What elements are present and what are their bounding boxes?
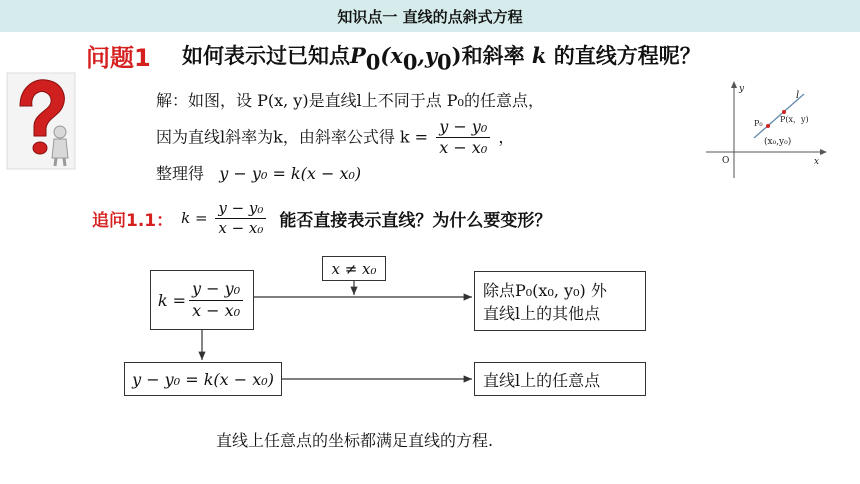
point-letter: P bbox=[350, 43, 366, 68]
p0-label: P₀ bbox=[754, 119, 763, 128]
point-sub: 0 bbox=[365, 49, 381, 75]
followup-denominator: x − x₀ bbox=[218, 219, 264, 238]
solution-line-2-prefix: 因为直线l斜率为k，由斜率公式得 k = bbox=[156, 127, 429, 147]
flow-box-equation: y − y₀ = k(x − x₀) bbox=[124, 362, 282, 396]
flow-k-eq: k = bbox=[157, 290, 187, 310]
flow-box-condition: x ≠ x₀ bbox=[322, 256, 386, 281]
p0-coords-label: (x₀,y₀) bbox=[764, 137, 792, 147]
followup-k-eq: k = bbox=[181, 208, 208, 227]
slope-letter: k bbox=[531, 43, 547, 68]
flow-box-result-2: 直线l上的任意点 bbox=[474, 362, 646, 396]
solution-line-3-prefix: 整理得 bbox=[156, 164, 205, 183]
coord-sub1: 0 bbox=[402, 49, 418, 75]
header-title: 知识点一 直线的点斜式方程 bbox=[337, 7, 523, 26]
followup-label: 追问1.1： bbox=[92, 211, 174, 232]
followup-text: 能否直接表示直线？为什么要变形？ bbox=[279, 211, 552, 232]
flow-result-1-line-1: 除点P₀(x₀, y₀) 外 bbox=[483, 281, 607, 300]
x-axis-label: x bbox=[814, 157, 820, 167]
p-label: P(x，y) bbox=[780, 115, 809, 124]
flow-box-result-1 bbox=[474, 271, 646, 331]
coord-open: (x bbox=[380, 43, 403, 68]
question-text-before: 如何表示过已知点 bbox=[182, 44, 350, 68]
flow-result-1-line-2: 直线l上的其他点 bbox=[483, 304, 601, 323]
flow-fraction bbox=[189, 280, 243, 320]
flow-box-slope-formula bbox=[150, 270, 254, 330]
coord-sub2: 0 bbox=[437, 49, 452, 75]
question-label: 问题1 bbox=[86, 44, 151, 72]
flow-numerator: y − y₀ bbox=[189, 280, 243, 300]
point-slope-formula: y − y₀ = k(x − x₀) bbox=[219, 164, 362, 183]
solution-line-1: 解：如图，设 P(x, y)是直线l上不同于点 P₀的任意点， bbox=[156, 91, 544, 110]
coord-close: ) bbox=[451, 43, 462, 68]
coord-mid: ,y bbox=[417, 43, 438, 68]
solution-line-2-suffix: ， bbox=[498, 127, 515, 147]
flow-denominator: x − x₀ bbox=[192, 300, 241, 320]
origin-label: O bbox=[722, 156, 730, 166]
y-axis-label: y bbox=[739, 84, 745, 94]
fraction-numerator: y − y₀ bbox=[436, 118, 490, 138]
question-text-after: 的直线方程呢？ bbox=[553, 44, 701, 68]
followup-numerator: y − y₀ bbox=[215, 200, 266, 219]
line-l-label: l bbox=[796, 90, 800, 101]
fraction-denominator: x − x₀ bbox=[439, 138, 488, 158]
question-text-middle: 和斜率 bbox=[461, 44, 525, 68]
conclusion-text: 直线上任意点的坐标都满足直线的方程. bbox=[216, 431, 494, 450]
